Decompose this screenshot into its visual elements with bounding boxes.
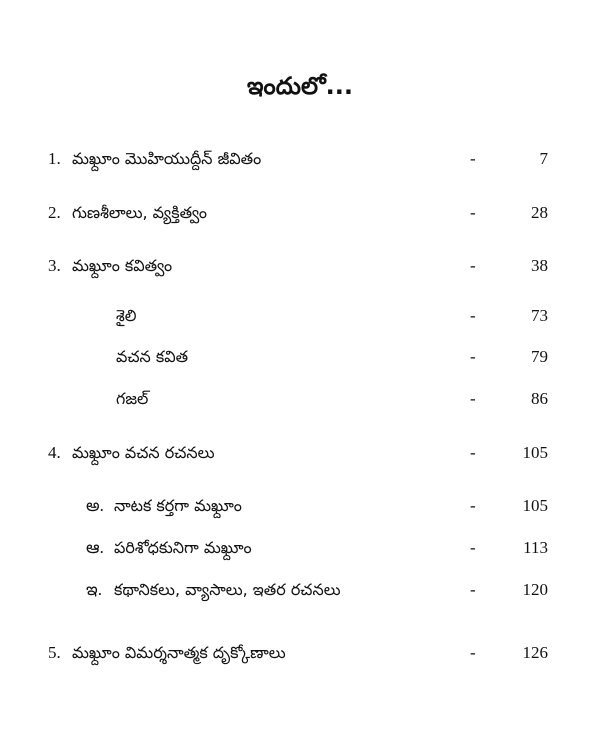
entry-page: 38	[531, 256, 548, 275]
entry-number: 4.	[48, 443, 61, 462]
entry-number: 2.	[48, 203, 61, 222]
entry-number: ఇ.	[86, 580, 102, 599]
entry-number: 3.	[48, 256, 61, 275]
entry-dash: -	[470, 643, 476, 662]
entry-page: 73	[531, 306, 548, 325]
entry-title: కథానికలు, వ్యాసాలు, ఇతర రచనలు	[114, 580, 341, 599]
entry-number: 1.	[48, 149, 61, 168]
entry-page: 105	[522, 443, 548, 462]
entry-page: 79	[531, 347, 548, 366]
toc-entry	[0, 146, 600, 172]
entry-dash: -	[470, 203, 476, 222]
toc-subentry	[0, 303, 600, 329]
toc-subentry	[0, 535, 600, 561]
entry-number: అ.	[86, 496, 104, 515]
entry-title: మఖ్దూం కవిత్వం	[72, 256, 173, 275]
entry-title: పరిశోధకునిగా మఖ్దూం	[114, 538, 252, 557]
entry-title: నాటక కర్తగా మఖ్దూం	[114, 496, 242, 515]
toc-entry	[0, 640, 600, 666]
entry-title: శైలి	[116, 306, 137, 325]
toc-subentry	[0, 493, 600, 519]
entry-dash: -	[470, 347, 476, 366]
entry-page: 120	[522, 580, 548, 599]
entry-title: గజల్	[116, 389, 149, 408]
entry-dash: -	[470, 256, 476, 275]
entry-dash: -	[470, 580, 476, 599]
toc-entry	[0, 253, 600, 279]
entry-dash: -	[470, 306, 476, 325]
entry-dash: -	[470, 389, 476, 408]
entry-title: మఖ్దూం వచన రచనలు	[72, 443, 215, 462]
toc-subentry	[0, 386, 600, 412]
page-title: ఇందులో...	[247, 72, 353, 100]
toc-entry	[0, 200, 600, 226]
toc-subentry	[0, 344, 600, 370]
entry-dash: -	[470, 496, 476, 515]
entry-dash: -	[470, 443, 476, 462]
entry-number: ఆ.	[86, 538, 104, 557]
entry-title: గుణశీలాలు, వ్యక్తిత్వం	[72, 203, 208, 222]
toc-subentry	[0, 577, 600, 603]
entry-dash: -	[470, 149, 476, 168]
entry-title: మఖ్దూం మొహియుద్దీన్ జీవితం	[72, 149, 262, 168]
entry-page: 126	[522, 643, 548, 662]
entry-page: 113	[523, 538, 548, 557]
entry-page: 7	[539, 149, 548, 168]
entry-number: 5.	[48, 643, 61, 662]
entry-title: వచన కవిత	[116, 347, 189, 366]
entry-title: మఖ్దూం విమర్శనాత్మక దృక్కోణాలు	[72, 643, 286, 662]
toc-entry	[0, 440, 600, 466]
entry-page: 105	[522, 496, 548, 515]
entry-page: 28	[531, 203, 548, 222]
entry-dash: -	[470, 538, 476, 557]
entry-page: 86	[531, 389, 548, 408]
